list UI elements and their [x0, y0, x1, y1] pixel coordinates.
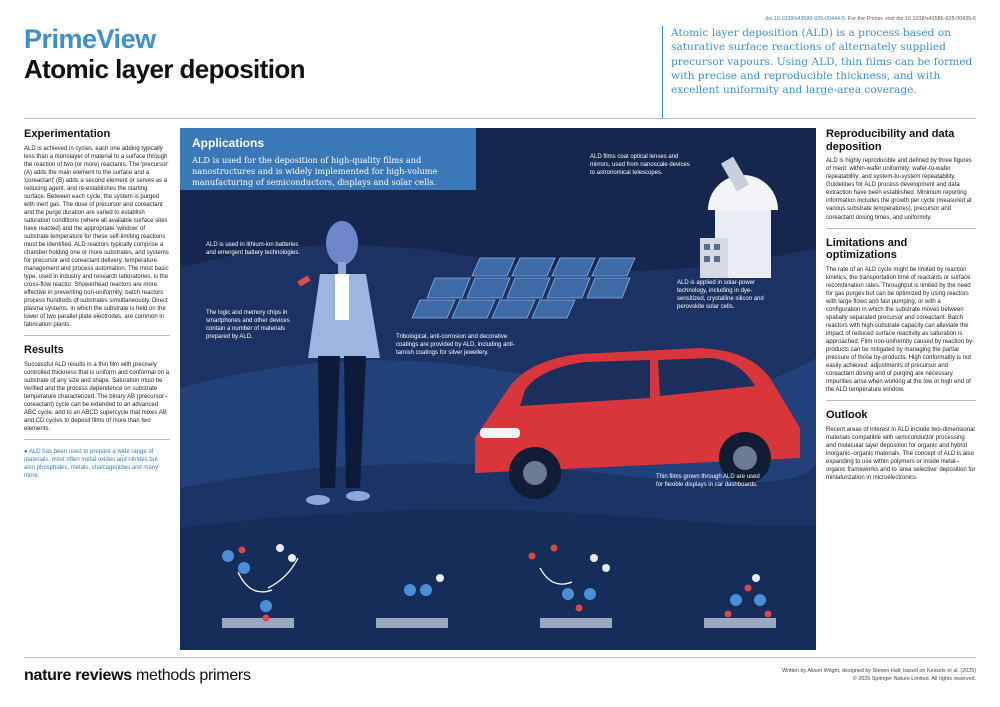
section-divider — [826, 400, 976, 401]
limitations-text: The rate of an ALD cycle might be limited by reaction kinetics, the transportation time of reactants or surface recombination rates. Throughput is limited by the need for gas purges but can be optimized by using reactors with large flows and fast pumping, or with a configuration in which the substrate moves between spatially separated precursor and coreactant. Batch reactors with high-substrate capacity can alleviate the impact of reduced surface reactivity as saturation is approached. Film non-uniformity caused by reaction by-products can be mitigated by managing the partial pressure of those by-products. High conformality is not easily achieved: adjustments of precursor and coreactant dosing and of purging are necessary. Impurities arise when working at the low or high end of the ALD temperature window. — [826, 266, 975, 394]
credit-authors: Written by Alison Wright, designed by Steven Hall; based on Kessels et al. (2025) — [782, 668, 976, 674]
applications-title: Applications — [192, 136, 265, 150]
experimentation-text: ALD is achieved in cycles, each one adding typically less than a monolayer of material to a surface through the reaction of two (or more) reactants. The 'precursor' (A) adds the main element to the surface and a 'coreactant' (B) adds a second element or serves as a reducing agent, and re-establishes the starting surface. Between each cycle, the system is purged with inert gas. The dose of precursor and coreactant and the purge duration are varied to establish saturation conditions (where all available surface sites have reacted) and the appropriate 'window' of substrate temperature for these self-limiting reactions must be identified. ALD reactors typically comprise a chamber holding one or more substrates, and systems for precursor and coreactant delivery, temperature management and process automation. The most basic type, used in industry and research laboratories, is the cross-flow reactor. Showerhead reactors are more effective in preventing non-uniformity; batch reactors process hundreds of substrates simultaneously. Direct plasma systems, in which the substrate is held on the lower of two parallel plate electrodes, are common in fabrication plants. — [24, 145, 169, 329]
brand-bold: nature reviews — [24, 667, 132, 684]
applications-text: ALD is used for the deposition of high-quality films and nanostructures and is widely implemented for high-volume manufacturing of semiconductors, displays and solar cells. — [192, 155, 438, 187]
reproducibility-heading: Reproducibility and data deposition — [826, 128, 955, 153]
doi-primeview[interactable]: doi:10.1038/s43586-025-00444-5. — [765, 16, 847, 22]
foreground — [180, 508, 816, 650]
limitations-heading: Limitations and optimizations — [826, 236, 908, 262]
footer-divider — [24, 657, 976, 658]
substrate — [376, 618, 448, 628]
header-divider — [24, 118, 976, 119]
observatory-icon — [700, 157, 778, 278]
substrate — [704, 618, 776, 628]
credit-copyright: © 2025 Springer Nature Limited. All rights reserved. — [852, 676, 976, 683]
applications-panel — [180, 128, 816, 650]
caption-solar: ALD is applied in solar-power technology, including in dye-sensitized, crystalline silicon and perovskite solar cells. — [677, 280, 764, 310]
caption-chips: The logic and memory chips in smartphones and other devices contain a number of materials prepared by ALD. — [206, 310, 290, 340]
credits — [782, 667, 976, 683]
experimentation-heading: Experimentation — [24, 128, 111, 140]
journal-brand — [24, 667, 251, 685]
doi-line — [765, 16, 976, 22]
results-heading: Results — [24, 344, 64, 357]
section-divider — [826, 228, 976, 229]
caption-optics: ALD films coat optical lenses and mirrors, used from nanoscale devices to astronomical telescopes. — [590, 154, 690, 176]
results-text: Successful ALD results in a thin film with precisely controlled thickness that is uniform and conformal on a substrate of any size and shape. Saturation must be verified and the process dependence on substrate temperature characterized. The binary AB (precursor–coreactant) cycle can be extended to an advanced ABC cycle, and to an ABCD supercycle that mixes AB and CD cycles to deposit films of more than two elements. — [24, 362, 170, 433]
outlook-text: Recent areas of interest in ALD include two-dimensional materials compatible with semiconductor processing and molecular layer deposition for organic and hybrid inorganic–organic materials. The concept of ALD is also expanding to use within polymers or inside metal–organic frameworks and to 'area selective' deposition for miniaturization in microelectronics. — [826, 426, 976, 482]
substrate — [222, 618, 294, 628]
series-title: PrimeView — [24, 24, 156, 54]
outlook-heading: Outlook — [826, 409, 868, 422]
left-column — [24, 128, 170, 484]
materials-note: ● ALD has been used to prepare a wide range of materials, most often metal oxides and nitrides but also phosphides, metals, chalcogenides and many more. — [24, 449, 159, 480]
caption-batteries: ALD is used in lithium-ion batteries and emergent battery technologies. — [206, 242, 301, 256]
reproducibility-text: ALD is highly reproducible and defined by three figures of merit: within-wafer uniformity; wafer-to-wafer repeatability; and system-to-system repeatability. Guidelines for ALD process development and data extraction have been established. Minimum reporting information includes the growth per cycle (measured at various substrate temperatures), precursor and coreactant dosing times, and uniformity. — [826, 158, 972, 221]
intro-text: Atomic layer deposition (ALD) is a process based on saturative surface reactions of alternately supplied precursor vapours. Using ALD, thin films can be formed with precise and reproducible thickness, and with excellent uniformity and large-area coverage. — [662, 26, 982, 118]
applications-box — [180, 128, 476, 190]
substrate — [540, 618, 612, 628]
doi-primer[interactable]: For the Primer, visit doi:10.1038/s43586-025-00435-6 — [847, 16, 976, 22]
section-divider — [24, 439, 170, 440]
brand-light: methods primers — [136, 667, 251, 684]
caption-coatings: Tribological, anti-corrosion and decorative coatings are provided by ALD, including anti-tarnish coatings for silver jewellery. — [396, 334, 515, 356]
section-divider — [24, 335, 170, 336]
page-title: Atomic layer deposition — [24, 54, 305, 84]
caption-displays: Thin films grown through ALD are used for flexible displays in car dashboards. — [656, 474, 760, 488]
right-column — [826, 128, 976, 486]
applications-illustration — [180, 128, 816, 650]
